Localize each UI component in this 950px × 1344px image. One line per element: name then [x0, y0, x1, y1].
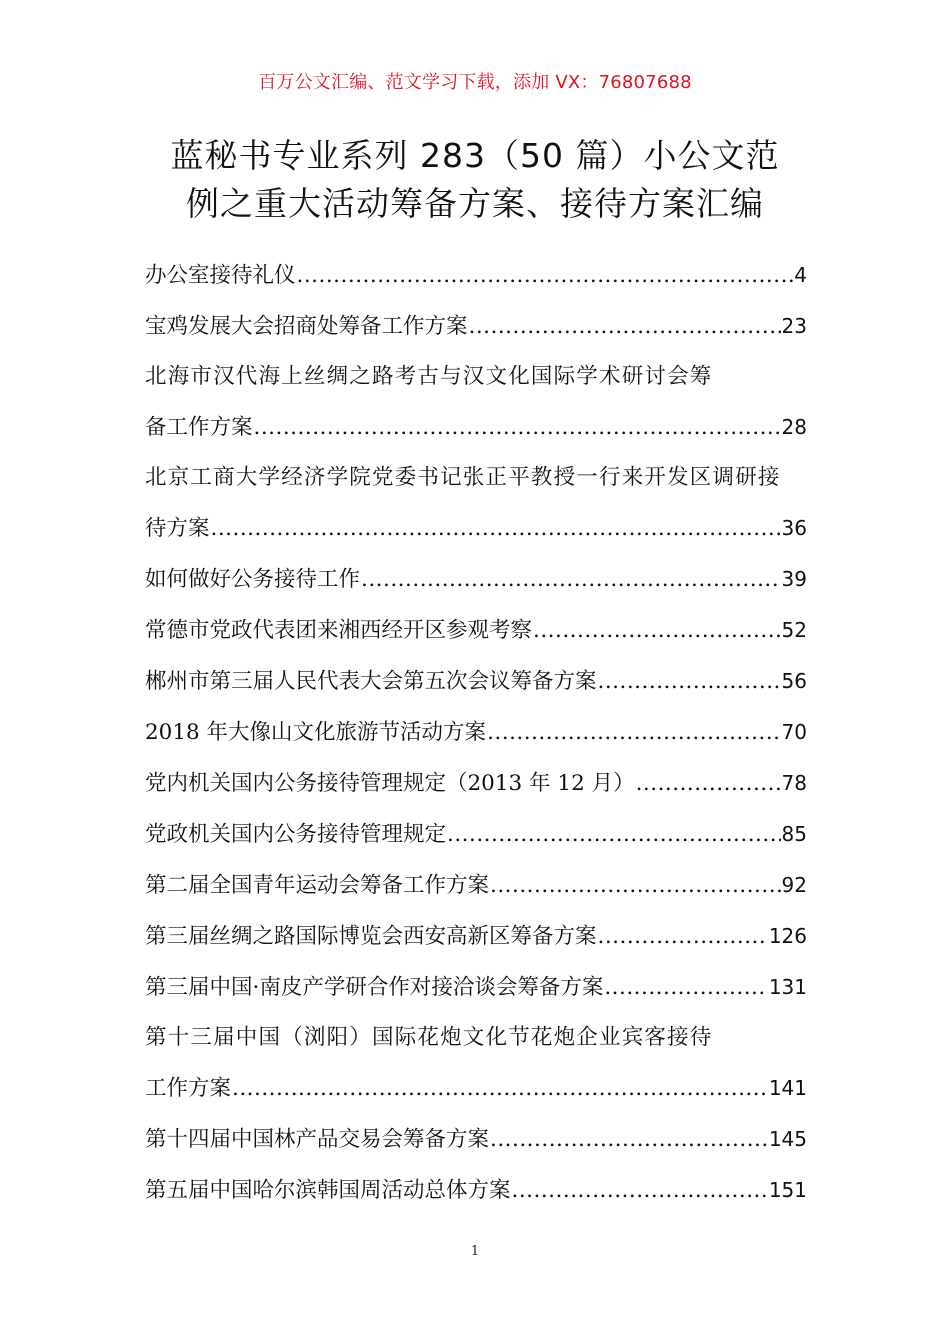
- toc-dot-leader: [636, 759, 781, 809]
- toc-entry-title: 第五届中国哈尔滨韩国周活动总体方案: [145, 1178, 511, 1203]
- toc-line: [145, 1114, 807, 1165]
- toc-line: [145, 250, 807, 301]
- toc-entry-title: 办公室接待礼仪: [145, 263, 296, 288]
- toc-entry-title: 党内机关国内公务接待管理规定（2013 年 12 月）: [145, 771, 635, 796]
- toc-entry-title: 工作方案: [145, 1076, 232, 1101]
- toc-line: [145, 1165, 807, 1216]
- toc-entry[interactable]: [145, 707, 807, 758]
- toc-entry[interactable]: [145, 1114, 807, 1165]
- toc-entry[interactable]: [145, 250, 807, 301]
- toc-entry-title: 备工作方案: [145, 415, 253, 440]
- toc-page-number: 78: [781, 771, 807, 795]
- toc-dot-leader: [598, 657, 781, 707]
- toc-dot-leader: [490, 861, 781, 911]
- toc-line: [145, 301, 807, 352]
- toc-line: [145, 707, 807, 758]
- toc-entry-title: 常德市党政代表团来湘西经开区参观考察: [145, 618, 533, 643]
- toc-page-number: 92: [781, 873, 807, 897]
- toc-entry[interactable]: [145, 301, 807, 352]
- toc-entry[interactable]: [145, 758, 807, 809]
- toc-page-number: 70: [781, 720, 807, 744]
- toc-dot-leader: [604, 963, 767, 1013]
- document-title: [110, 132, 840, 228]
- document-title-line-2: 例之重大活动筹备方案、接待方案汇编: [186, 184, 764, 223]
- toc-page-number: 126: [768, 924, 807, 948]
- toc-line: [145, 911, 807, 962]
- toc-page-number: 145: [768, 1127, 807, 1151]
- toc-entry-title-line-1: 北海市汉代海上丝绸之路考古与汉文化国际学术研讨会筹: [145, 364, 713, 389]
- toc-page-number: 141: [768, 1076, 807, 1100]
- toc-entry[interactable]: [145, 1165, 807, 1216]
- toc-entry[interactable]: [145, 1013, 807, 1114]
- toc-line: [145, 402, 807, 453]
- toc-dot-leader: [512, 1166, 768, 1216]
- toc-page-number: 28: [781, 415, 807, 439]
- toc-page-number: 4: [794, 263, 807, 287]
- toc-entry[interactable]: [145, 554, 807, 605]
- toc-line: [145, 860, 807, 911]
- toc-dot-leader: [297, 251, 794, 301]
- toc-line: [145, 1063, 807, 1114]
- toc-dot-leader: [487, 708, 780, 758]
- toc-entry-title: 党政机关国内公务接待管理规定: [145, 822, 447, 847]
- toc-entry[interactable]: [145, 809, 807, 860]
- toc-entry-title: 2018 年大像山文化旅游节活动方案: [145, 720, 487, 745]
- toc-entry-title: 第三届丝绸之路国际博览会西安高新区筹备方案: [145, 924, 597, 949]
- toc-entry[interactable]: [145, 605, 807, 656]
- toc-entry-title: 宝鸡发展大会招商处筹备工作方案: [145, 314, 468, 339]
- toc-entry[interactable]: [145, 656, 807, 707]
- header-promo-note: 百万公文汇编、范文学习下载，添加 VX：76807688: [258, 72, 692, 93]
- toc-entry[interactable]: [145, 911, 807, 962]
- toc-page-number: 39: [781, 567, 807, 591]
- toc-page-number: 151: [768, 1178, 807, 1202]
- toc-line: [145, 962, 807, 1013]
- toc-page-number: 36: [781, 516, 807, 540]
- toc-entry-title: 郴州市第三届人民代表大会第五次会议筹备方案: [145, 669, 597, 694]
- toc-dot-leader: [447, 810, 781, 860]
- toc-dot-leader: [211, 504, 781, 554]
- toc-line: [145, 503, 807, 554]
- toc-line: [145, 554, 807, 605]
- toc-dot-leader: [254, 403, 781, 453]
- toc-entry-title-line-1: 北京工商大学经济学院党委书记张正平教授一行来开发区调研接: [145, 465, 781, 490]
- toc-line: [145, 758, 807, 809]
- toc-page-number: 56: [781, 669, 807, 693]
- toc-line: [145, 656, 807, 707]
- toc-page-number: 131: [768, 975, 807, 999]
- toc-dot-leader: [490, 1115, 768, 1165]
- toc-dot-leader: [232, 1064, 768, 1114]
- toc-dot-leader: [533, 606, 781, 656]
- toc-dot-leader: [598, 912, 768, 962]
- toc-entry[interactable]: [145, 453, 807, 554]
- toc-entry-title: 第二届全国青年运动会筹备工作方案: [145, 873, 490, 898]
- toc-entry[interactable]: [145, 860, 807, 911]
- document-title-line-1: 蓝秘书专业系列 283（50 篇）小公文范: [170, 136, 780, 175]
- page-number: 1: [470, 1244, 480, 1259]
- toc-page-number: 52: [781, 618, 807, 642]
- table-of-contents: [145, 250, 807, 1216]
- toc-entry-title-line-1: 第十三届中国（浏阳）国际花炮文化节花炮企业宾客接待: [145, 1025, 713, 1050]
- toc-page-number: 23: [781, 314, 807, 338]
- toc-entry-title: 待方案: [145, 516, 210, 541]
- toc-dot-leader: [361, 555, 781, 605]
- toc-line: [145, 605, 807, 656]
- toc-entry-title: 第三届中国·南皮产学研合作对接洽谈会筹备方案: [145, 975, 604, 1000]
- toc-entry[interactable]: [145, 352, 807, 453]
- toc-dot-leader: [469, 302, 781, 352]
- toc-page-number: 85: [781, 822, 807, 846]
- toc-line: [145, 809, 807, 860]
- toc-entry-title: 第十四届中国林产品交易会筹备方案: [145, 1127, 490, 1152]
- toc-entry-title: 如何做好公务接待工作: [145, 567, 361, 592]
- toc-entry[interactable]: [145, 962, 807, 1013]
